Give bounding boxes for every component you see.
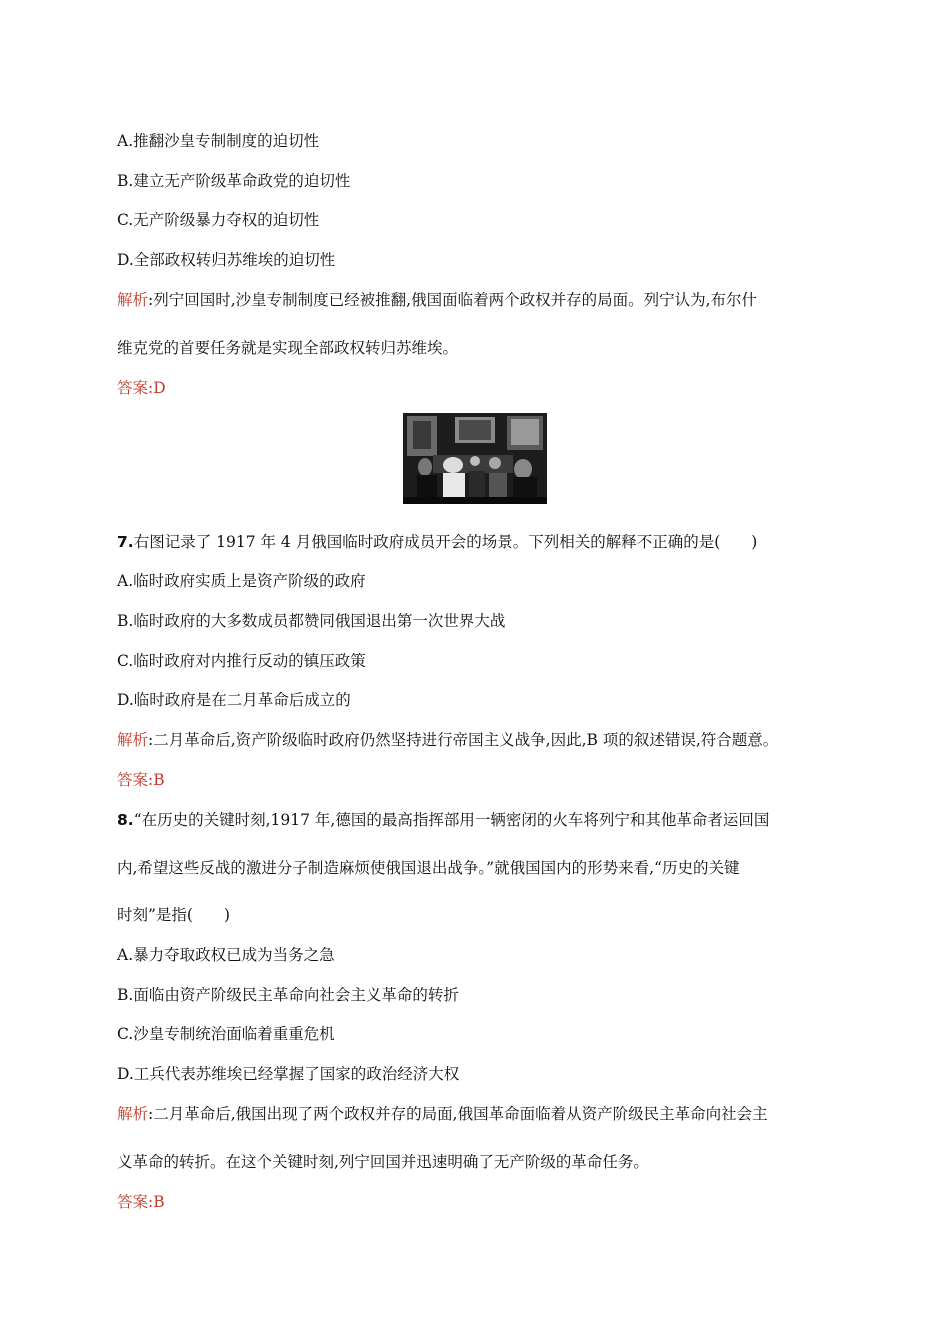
q7-option-c: C.临时政府对内推行反动的镇压政策 [117,652,366,670]
q6-answer-label: 答案 [117,379,149,397]
meeting-photo-illustration [403,413,547,504]
q8-answer-label: 答案 [117,1193,149,1211]
q8-analysis-line1 [117,1104,768,1124]
q7-stem-text: 右图记录了 1917 年 4 月俄国临时政府成员开会的场景。下列相关的解释不正确的是( ) [133,533,758,551]
q8-stem-line3: 时刻”是指( ) [117,906,231,924]
q6-option-a: A.推翻沙皇专制制度的迫切性 [117,132,320,150]
q8-analysis-line2: 义革命的转折。在这个关键时刻,列宁回国并迅速明确了无产阶级的革命任务。 [117,1153,649,1171]
q8-number: 8. [117,811,134,829]
q7-analysis-line1 [117,730,778,750]
meeting-photo [403,413,547,504]
q8-option-d: D.工兵代表苏维埃已经掌握了国家的政治经济大权 [117,1065,460,1083]
q6-option-d: D.全部政权转归苏维埃的迫切性 [117,251,336,269]
q6-option-b: B.建立无产阶级革命政党的迫切性 [117,172,351,190]
q7-option-d: D.临时政府是在二月革命后成立的 [117,691,351,709]
q8-stem-line2: 内,希望这些反战的激进分子制造麻烦使俄国退出战争。”就俄国国内的形势来看,“历史的关键 [117,859,740,877]
q7-answer-value: :B [148,771,165,789]
q6-analysis-line2: 维克党的首要任务就是实现全部政权转归苏维埃。 [117,339,459,357]
q7-number: 7. [117,533,134,551]
q8-analysis-text: :二月革命后,俄国出现了两个政权并存的局面,俄国革命面临着从资产阶级民主革命向社会主 [148,1105,768,1123]
q7-option-b: B.临时政府的大多数成员都赞同俄国退出第一次世界大战 [117,612,506,630]
q8-answer [117,1192,165,1212]
q8-stem-text1: “在历史的关键时刻,1917 年,德国的最高指挥部用一辆密闭的火车将列宁和其他革命者运回国 [133,811,770,829]
q7-option-a: A.临时政府实质上是资产阶级的政府 [117,572,366,590]
q6-answer-value: :D [148,379,166,397]
q6-option-c: C.无产阶级暴力夺权的迫切性 [117,211,320,229]
q7-answer-label: 答案 [117,771,149,789]
q6-analysis-text: :列宁回国时,沙皇专制制度已经被推翻,俄国面临着两个政权并存的局面。列宁认为,布尔什 [148,291,758,309]
q6-analysis-line1 [117,290,757,310]
q7-stem [117,532,757,552]
q7-answer [117,770,165,790]
q8-analysis-label: 解析 [117,1105,149,1123]
q8-option-c: C.沙皇专制统治面临着重重危机 [117,1025,335,1043]
q8-option-a: A.暴力夺取政权已成为当务之急 [117,946,335,964]
q6-analysis-label: 解析 [117,291,149,309]
q8-stem-line1 [117,810,769,830]
q7-analysis-text: :二月革命后,资产阶级临时政府仍然坚持进行帝国主义战争,因此,B 项的叙述错误,符合题意。 [148,731,779,749]
q6-answer [117,378,166,398]
q8-option-b: B.面临由资产阶级民主革命向社会主义革命的转折 [117,986,459,1004]
q7-analysis-label: 解析 [117,731,149,749]
q8-answer-value: :B [148,1193,165,1211]
